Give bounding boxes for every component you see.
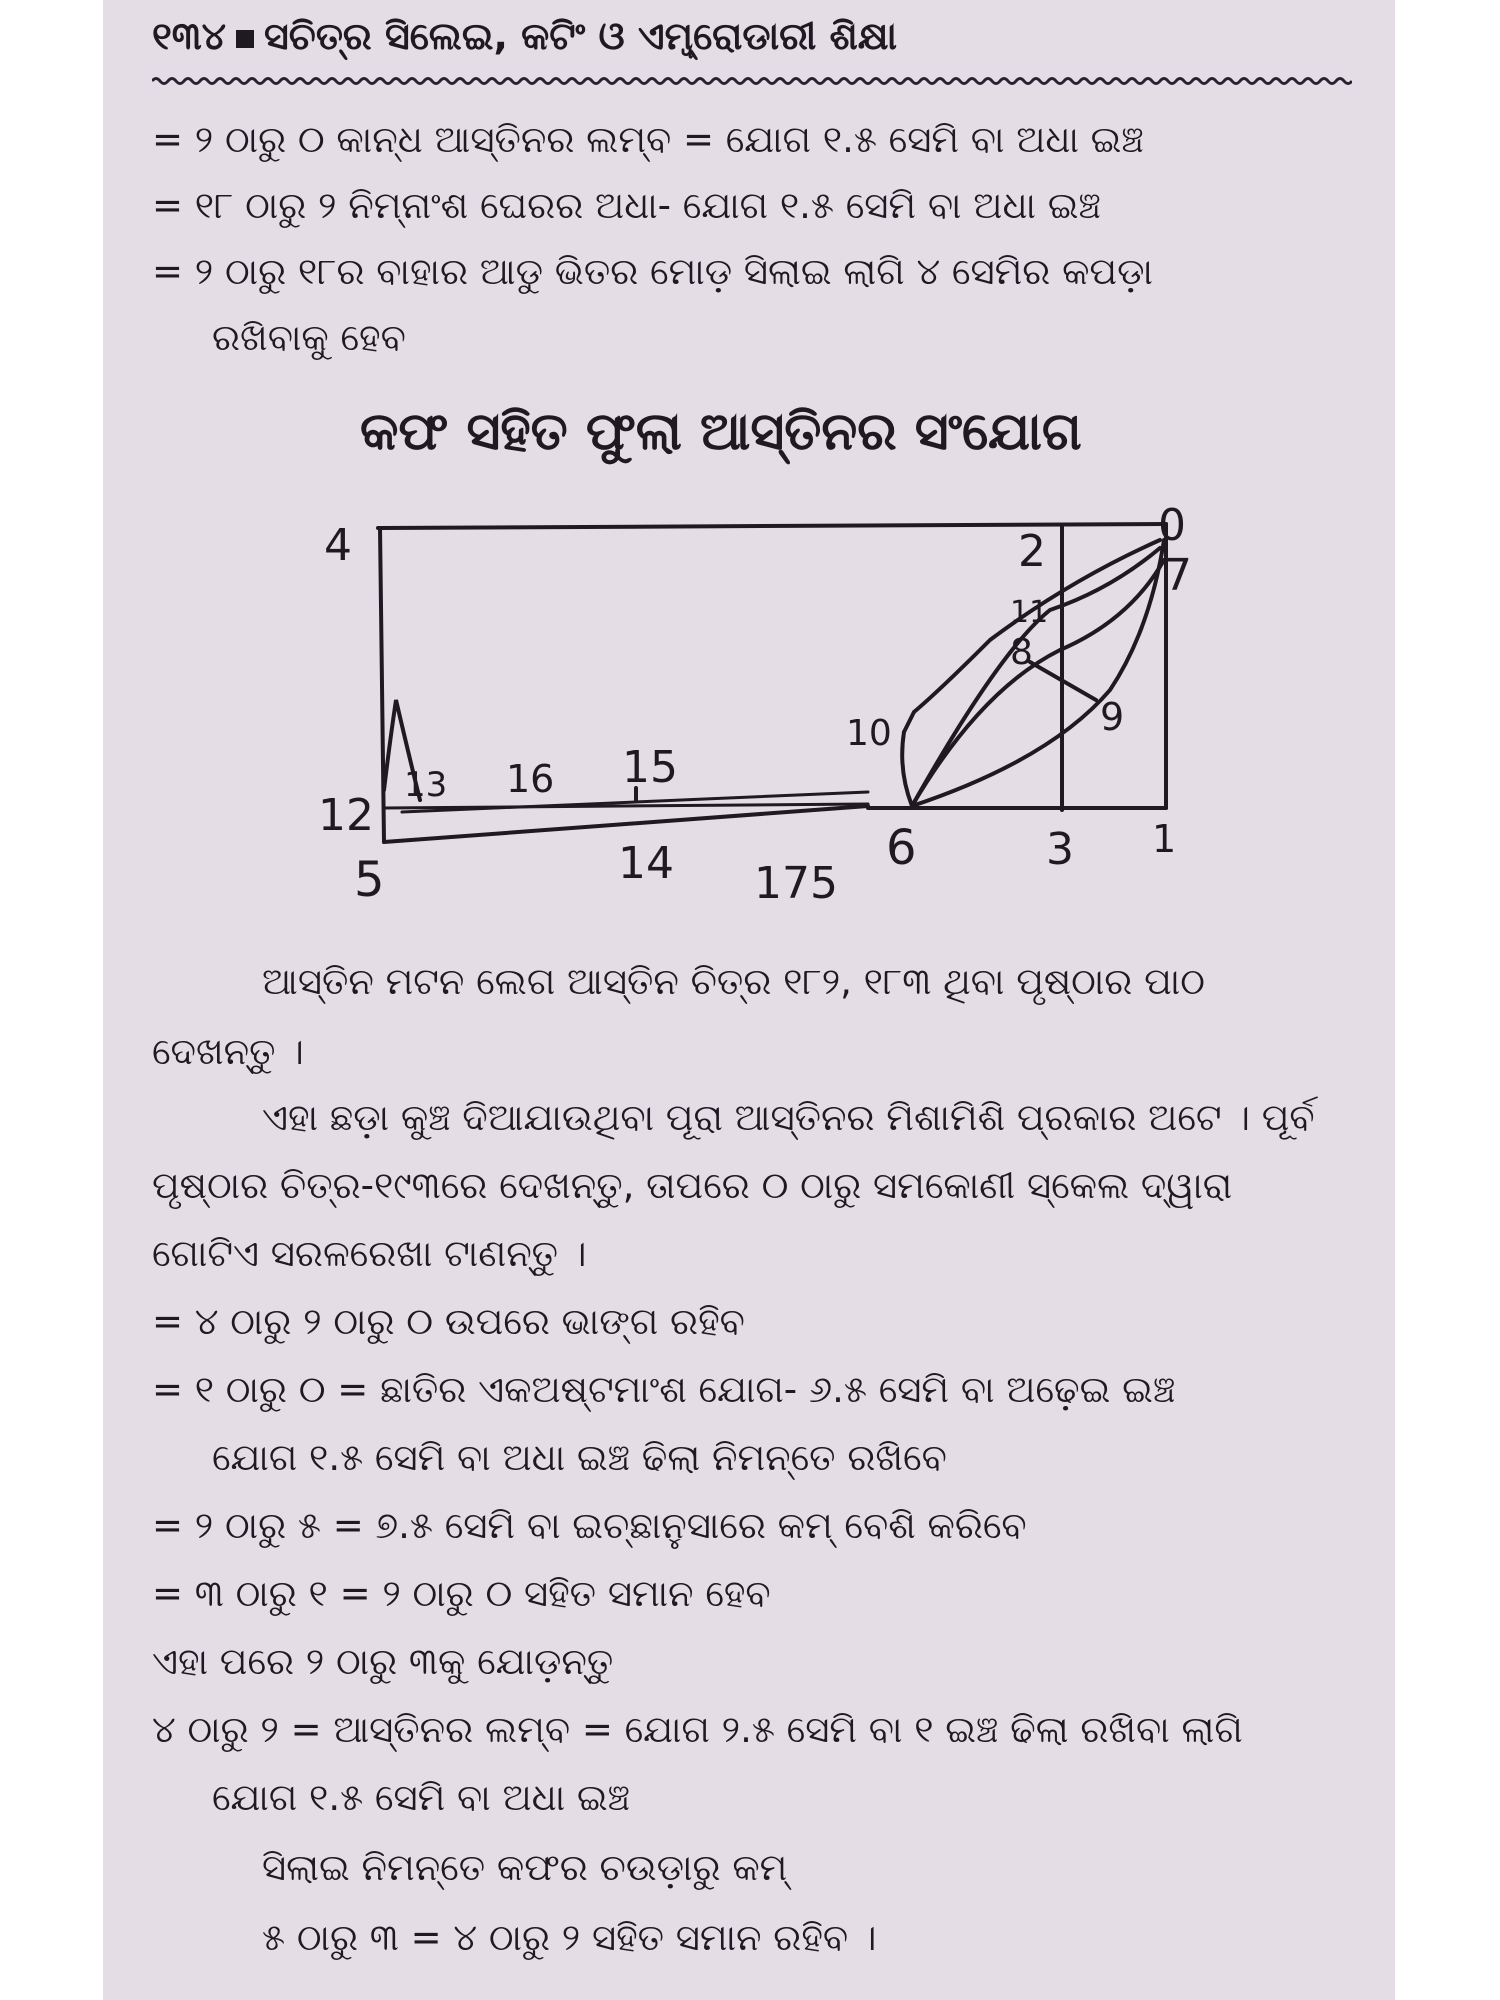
label-9: 9: [1100, 695, 1125, 739]
label-0: 0: [1158, 500, 1186, 551]
page-number: ୧୩୪: [152, 14, 227, 58]
label-1: 1: [1152, 817, 1177, 861]
body-line: ଯୋଗ ୧.୫ ସେମି ବା ଅଧା ଇଞ୍ଚ ଢିଲା ନିମନ୍ତେ ରଖିବେ: [212, 1436, 947, 1479]
curve-6-7-outer: [912, 548, 1160, 806]
intro-line: ରଖିବାକୁ ହେବ: [212, 316, 406, 359]
line-12-6: [384, 804, 868, 808]
body-line: = ୧ ଠାରୁ ୦ = ଛାତିର ଏକଅଷ୍ଟମାଂଶ ଯୋଗ- ୬.୫ ସେମି ବା ଅଢ଼େଇ ଇଞ୍ଚ: [152, 1368, 1176, 1411]
label-6: 6: [886, 820, 917, 876]
line-5-6: [384, 806, 868, 842]
body-line: = ୪ ଠାରୁ ୨ ଠାରୁ ୦ ଉପରେ ଭାଙ୍ଗ ରହିବ: [152, 1300, 745, 1343]
label-175: 175: [754, 858, 838, 909]
label-14: 14: [618, 838, 674, 889]
intro-line: = ୨ ଠାରୁ ୧୮ର ବାହାର ଆଡୁ ଭିତର ମୋଡ଼ ସିଲାଇ ଲାଗି ୪ ସେମିର କପଡ଼ା: [152, 250, 1153, 293]
body-line: ଆସ୍ତିନ ମଟନ ଲେଗ ଆସ୍ତିନ ଚିତ୍ର ୧୮୨, ୧୮୩ ଥିବା ପୃଷ୍ଠାର ପାଠ: [262, 960, 1205, 1003]
body-line: ସିଲାଇ ନିମନ୍ତେ କଫର ଚଉଡ଼ାରୁ କମ୍: [262, 1846, 788, 1889]
label-8: 8: [1010, 632, 1033, 673]
header-wavy-rule: [152, 74, 1352, 88]
body-line: ଯୋଗ ୧.୫ ସେମି ବା ଅଧା ଇଞ୍ଚ: [212, 1776, 630, 1819]
body-line: ୪ ଠାରୁ ୨ = ଆସ୍ତିନର ଲମ୍ବ = ଯୋଗ ୨.୫ ସେମି ବା ୧ ଇଞ୍ଚ ଢିଲା ରଖିବା ଲାଗି: [152, 1708, 1243, 1751]
label-16: 16: [506, 757, 555, 801]
body-line: ଦେଖନ୍ତୁ ।: [152, 1030, 304, 1073]
label-7: 7: [1164, 550, 1192, 601]
body-line: ଏହା ଛଡ଼ା କୁଞ୍ଚ ଦିଆଯାଉଥିବା ପୂରା ଆସ୍ତିନର ମିଶାମିଶି ପ୍ରକାର ଅଟେ । ପୂର୍ବ: [262, 1096, 1315, 1139]
top-edge: [378, 524, 1166, 528]
body-line: ଏହା ପରେ ୨ ଠାରୁ ୩କୁ ଯୋଡ଼ନ୍ତୁ: [152, 1640, 614, 1683]
square-bullet-icon: [236, 30, 254, 48]
label-13: 13: [404, 765, 448, 805]
sleeve-pattern-diagram: [300, 500, 1200, 920]
section-title: କଫ ସହିତ ଫୁଲା ଆସ୍ତିନର ସଂଯୋଗ: [360, 402, 1082, 462]
left-edge: [380, 528, 384, 842]
intro-line: = ୧୮ ଠାରୁ ୨ ନିମ୍ନାଂଶ ଘେରର ଅଧା- ଯୋଗ ୧.୫ ସେମି ବା ଅଧା ଇଞ୍ଚ: [152, 184, 1101, 227]
book-title: ସଚିତ୍ର ସିଲେଇ, କଟିଂ ଓ ଏମ୍ବ୍ରୋଡାରୀ ଶିକ୍ଷା: [264, 14, 898, 58]
body-line: ଗୋଟିଏ ସରଳରେଖା ଟାଣନ୍ତୁ ।: [152, 1232, 587, 1275]
label-3: 3: [1046, 824, 1074, 875]
body-line: = ୩ ଠାରୁ ୧ = ୨ ଠାରୁ ୦ ସହିତ ସମାନ ହେବ: [152, 1572, 771, 1615]
curve-6-0-lower: [912, 540, 1164, 806]
page-header: [152, 14, 1352, 59]
label-5: 5: [354, 852, 385, 908]
intro-line: = ୨ ଠାରୁ ୦ କାନ୍ଧ ଆସ୍ତିନର ଲମ୍ବ = ଯୋଗ ୧.୫ ସେମି ବା ଅଧା ଇଞ୍ଚ: [152, 118, 1144, 161]
body-line: ୫ ଠାରୁ ୩ = ୪ ଠାରୁ ୨ ସହିତ ସମାନ ରହିବ ।: [262, 1916, 877, 1959]
label-10: 10: [846, 713, 892, 754]
body-line: ପୃଷ୍ଠାର ଚିତ୍ର-୧୯୩ରେ ଦେଖନ୍ତୁ, ତାପରେ ୦ ଠାରୁ ସମକୋଣୀ ସ୍କେଲ ଦ୍ୱାରା: [152, 1164, 1233, 1207]
label-12: 12: [318, 790, 374, 841]
label-15: 15: [622, 742, 678, 793]
label-11: 11: [1010, 595, 1049, 630]
body-line: = ୨ ଠାରୁ ୫ = ୭.୫ ସେମି ବା ଇଚ୍ଛାନୁସାରେ କମ୍ ବେଶି କରିବେ: [152, 1504, 1027, 1547]
label-2: 2: [1018, 526, 1046, 577]
curve-10-6: [902, 732, 912, 806]
label-4: 4: [324, 520, 352, 571]
